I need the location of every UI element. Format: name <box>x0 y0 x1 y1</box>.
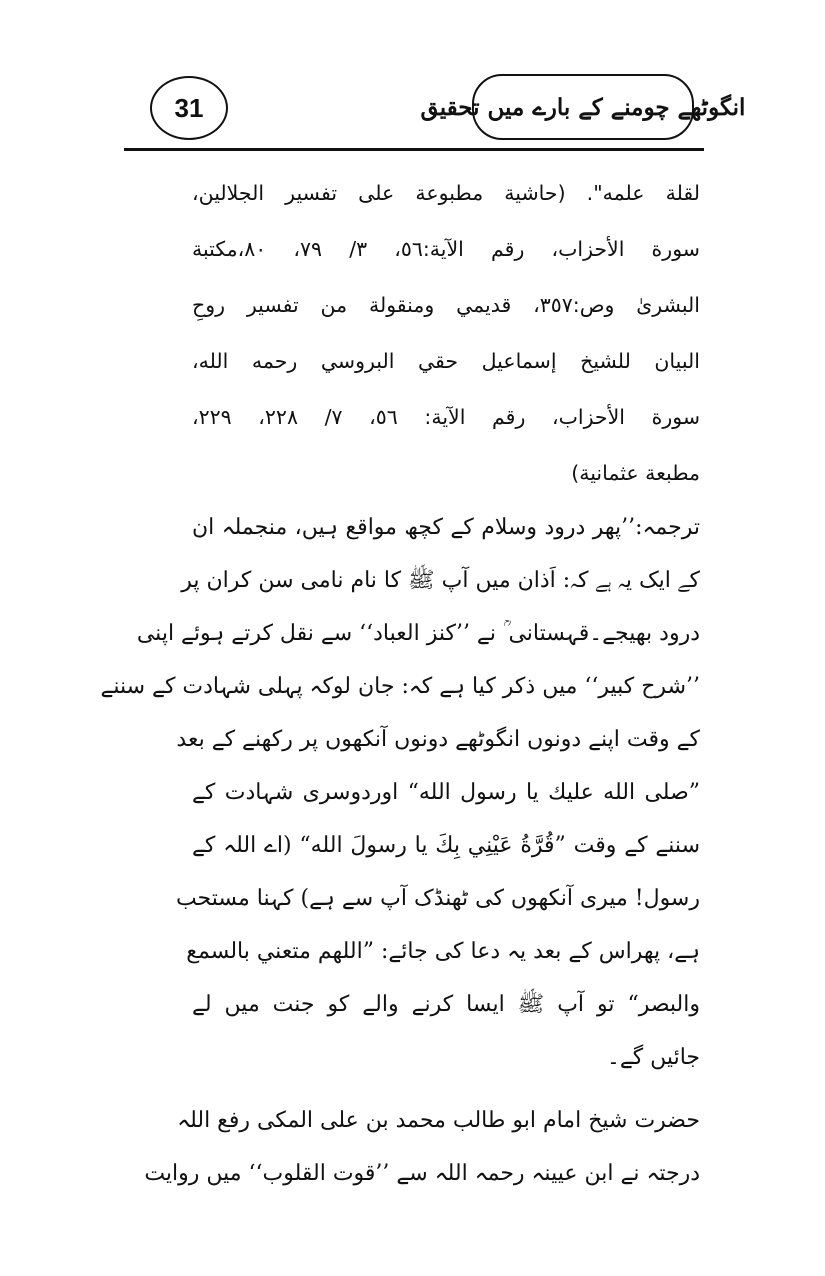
translation-line: ہے، پھراس کے بعد یہ دعا کی جائے: ”اللهم متعني بالسمع <box>186 939 700 964</box>
page-body <box>100 165 701 1200</box>
arabic-line: البشرىٰ وص:٣٥٧، قديمي ومنقولة من تفسير روحِ <box>192 293 700 317</box>
running-title: انگوٹھے چومنے کے بارے میں تحقیق <box>472 74 694 140</box>
translation-line: کے وقت اپنے دونوں انگوٹھے دونوں آنکھوں پر رکھنے کے بعد <box>176 727 700 752</box>
translation-line: ’’شرح کبیر‘‘ میں ذکر کیا ہے کہ: جان لوکہ پہلی شہادت کے سننے <box>100 674 700 699</box>
paragraph-gap <box>192 1084 700 1094</box>
translation-line: ترجمہ:’’پھر درود وسلام کے کچھ مواقع ہیں، منجملہ ان <box>192 515 700 540</box>
translation-line: جائیں گے۔ <box>606 1045 700 1070</box>
page-number: 31 <box>150 76 228 140</box>
urdu-translation <box>100 501 701 1084</box>
arabic-line: سورة الأحزاب، رقم الآية:٥٦، ٣/ ٧٩، ٨٠،مكتبة <box>192 237 700 261</box>
paragraph-line: حضرت شیخ امام ابو طالب محمد بن علی المکی رفع اللہ <box>177 1108 700 1133</box>
next-paragraph <box>144 1094 700 1200</box>
header-rule <box>124 148 704 151</box>
translation-line: سننے کے وقت ”قُرَّةُ عَيْنِي بِكَ يا رسولَ الله“ (اے اللہ کے <box>192 833 701 858</box>
arabic-line: سورة الأحزاب، رقم الآية: ٥٦، ٧/ ٢٢٨، ٢٢٩، <box>192 405 700 429</box>
translation-line: والبصر“ تو آپ ﷺ ایسا کرنے والے کو جنت میں لے <box>192 992 700 1017</box>
translation-line: درود بھیجے۔قہستانی ؒ نے ’’کنز العباد‘‘ سے نقل کرتے ہوئے اپنی <box>136 621 700 646</box>
arabic-reference <box>192 165 700 501</box>
arabic-line: مطبعة عثمانية) <box>571 461 700 485</box>
translation-line: کے ایک یہ ہے کہ: اَذان میں آپ ﷺ کا نام نامی سن کران پر <box>181 568 700 593</box>
arabic-line: البيان للشيخ إسماعيل حقي البروسي رحمه الله، <box>192 349 700 373</box>
translation-line: ”صلى الله عليك يا رسول الله“ اوردوسری شہادت کے <box>192 780 700 805</box>
translation-line: رسول! میری آنکھوں کی ٹھنڈک آپ سے ہے) کہنا مستحب <box>175 886 700 911</box>
arabic-line: لقلة علمه". (حاشية مطبوعة على تفسير الجلالين، <box>192 181 700 205</box>
paragraph-line: درجتہ نے ابن عیینہ رحمہ اللہ سے ’’قوت القلوب‘‘ میں روایت <box>144 1161 700 1186</box>
